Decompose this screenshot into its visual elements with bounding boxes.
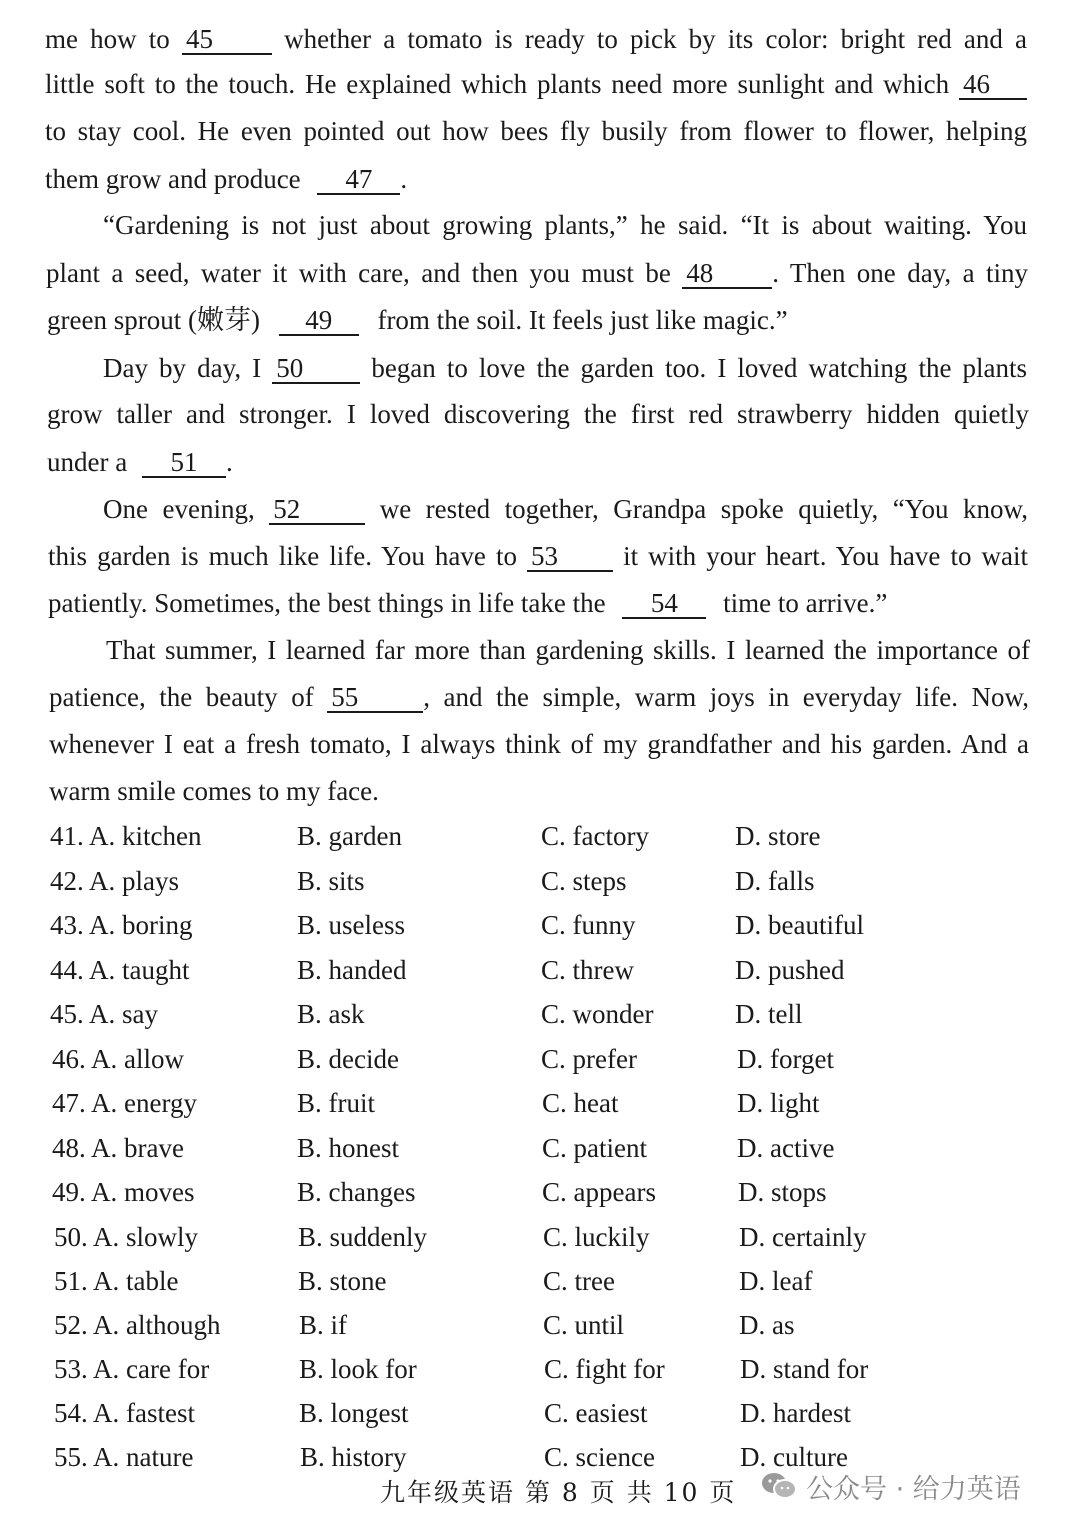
option-c: C. fight for — [544, 1354, 665, 1384]
option-b: B. if — [299, 1310, 348, 1340]
option-c: C. heat — [542, 1088, 619, 1118]
option-a: 41. A. kitchen — [50, 821, 202, 851]
option-d: D. as — [739, 1310, 795, 1340]
option-d: D. beautiful — [735, 910, 864, 940]
option-a: 47. A. energy — [52, 1088, 197, 1118]
watermark-text: 公众号 · 给力英语 — [806, 1473, 1021, 1505]
blank-49: 49 — [279, 306, 359, 336]
option-b: B. stone — [298, 1266, 387, 1296]
option-a: 46. A. allow — [52, 1044, 184, 1074]
passage-line — [46, 255, 1028, 291]
option-row — [0, 903, 1080, 947]
option-a: 54. A. fastest — [54, 1398, 195, 1428]
blank-54: 54 — [622, 589, 706, 619]
option-b: B. ask — [297, 999, 365, 1029]
passage-text: patience, the beauty of — [49, 682, 314, 712]
option-d: D. forget — [737, 1044, 834, 1074]
blank-52: 52 — [269, 495, 365, 525]
option-c: C. appears — [542, 1177, 656, 1207]
option-c: C. steps — [541, 866, 627, 896]
option-a: 53. A. care for — [54, 1354, 210, 1384]
option-b: B. history — [300, 1442, 407, 1472]
passage-text: patiently. Sometimes, the best things in life take the — [48, 588, 606, 618]
blank-51: 51 — [142, 448, 226, 478]
page-footer: 九年级英语 第 8 页 共 10 页 — [380, 1478, 737, 1507]
option-b: B. garden — [297, 821, 402, 851]
option-b: B. changes — [297, 1177, 416, 1207]
option-d: D. stops — [738, 1177, 827, 1207]
option-d: D. hardest — [740, 1398, 851, 1428]
blank-47: 47 — [317, 165, 400, 195]
option-c: C. until — [543, 1310, 625, 1340]
option-row — [0, 859, 1080, 903]
passage-line: grow taller and stronger. I loved discovering the first red strawberry hidden quietly — [47, 399, 1029, 429]
option-c: C. luckily — [543, 1222, 650, 1252]
option-b: B. suddenly — [298, 1222, 428, 1252]
option-row — [0, 948, 1080, 992]
option-a: 48. A. brave — [52, 1133, 184, 1163]
passage-text: it with your heart. You have to wait — [623, 541, 1029, 571]
passage-text: began to love the garden too. I loved watching the plants — [371, 353, 1028, 383]
passage-line — [48, 538, 1028, 574]
option-row — [0, 992, 1080, 1036]
passage-text: One evening, — [103, 494, 255, 524]
blank-50: 50 — [272, 354, 360, 384]
option-row — [0, 1081, 1080, 1125]
option-c: C. funny — [541, 910, 636, 940]
blank-46: 46 — [959, 70, 1027, 100]
option-d: D. pushed — [735, 955, 845, 985]
passage-line — [45, 21, 1027, 57]
passage-text: , and the simple, warm joys in everyday life. Now, — [423, 682, 1030, 712]
passage-line: warm smile comes to my face. — [49, 776, 379, 806]
option-c: C. prefer — [541, 1044, 637, 1074]
option-d: D. active — [737, 1133, 835, 1163]
option-c: C. patient — [542, 1133, 647, 1163]
option-c: C. factory — [541, 821, 649, 851]
option-row — [0, 1259, 1080, 1303]
option-d: D. certainly — [739, 1222, 867, 1252]
passage-text: green sprout (嫩芽) — [47, 305, 260, 335]
passage-text: little soft to the touch. He explained which plants need more sunlight and which — [45, 69, 950, 99]
option-b: B. longest — [299, 1398, 409, 1428]
option-d: D. falls — [735, 866, 815, 896]
option-c: C. wonder — [541, 999, 654, 1029]
passage-line — [45, 66, 1027, 102]
passage-line — [47, 444, 233, 480]
option-c: C. tree — [543, 1266, 615, 1296]
passage-line — [48, 585, 887, 621]
option-b: B. sits — [297, 866, 365, 896]
option-a: 52. A. although — [54, 1310, 221, 1340]
passage-text: whether a tomato is ready to pick by its color: bright red and a — [284, 24, 1028, 54]
option-d: D. light — [737, 1088, 820, 1118]
option-b: B. look for — [299, 1354, 417, 1384]
option-a: 44. A. taught — [50, 955, 190, 985]
option-c: C. easiest — [544, 1398, 648, 1428]
passage-line: “Gardening is not just about growing plants,” he said. “It is about waiting. You — [103, 210, 1027, 240]
passage-line — [45, 161, 407, 197]
option-a: 50. A. slowly — [54, 1222, 199, 1252]
passage-text: plant a seed, water it with care, and then you must be — [46, 258, 671, 288]
passage-text: from the soil. It feels just like magic.” — [377, 305, 788, 335]
blank-55: 55 — [327, 683, 423, 713]
option-row — [0, 814, 1080, 858]
option-a: 45. A. say — [50, 999, 158, 1029]
passage-line — [49, 679, 1029, 715]
passage-text: under a — [47, 447, 128, 477]
passage-text: . Then one day, a tiny — [772, 258, 1028, 288]
option-row — [0, 1126, 1080, 1170]
passage-line — [47, 302, 788, 338]
option-row — [0, 1037, 1080, 1081]
passage-text: them grow and produce — [45, 164, 301, 194]
option-d: D. tell — [735, 999, 803, 1029]
passage-text: this garden is much like life. You have to — [48, 541, 517, 571]
passage-text: me how to — [45, 24, 170, 54]
option-a: 51. A. table — [54, 1266, 179, 1296]
option-row — [0, 1347, 1080, 1391]
option-row — [0, 1170, 1080, 1214]
option-a: 49. A. moves — [52, 1177, 195, 1207]
option-b: B. useless — [297, 910, 405, 940]
blank-48: 48 — [682, 259, 772, 289]
option-b: B. fruit — [297, 1088, 375, 1118]
passage-text: . — [400, 164, 408, 194]
option-c: C. threw — [541, 955, 634, 985]
option-a: 42. A. plays — [50, 866, 180, 896]
option-row — [0, 1215, 1080, 1259]
blank-45: 45 — [182, 25, 272, 55]
option-b: B. handed — [297, 955, 407, 985]
option-a: 55. A. nature — [54, 1442, 194, 1472]
watermark — [760, 1466, 1021, 1506]
option-b: B. decide — [297, 1044, 399, 1074]
wechat-icon — [760, 1471, 798, 1501]
option-d: D. leaf — [739, 1266, 813, 1296]
option-row — [0, 1391, 1080, 1435]
passage-line — [103, 350, 1027, 386]
passage-line — [103, 491, 1028, 527]
option-d: D. store — [735, 821, 821, 851]
option-a: 43. A. boring — [50, 910, 193, 940]
option-c: C. science — [544, 1442, 655, 1472]
passage-text: . — [225, 447, 233, 477]
blank-53: 53 — [527, 542, 613, 572]
passage-line: That summer, I learned far more than gardening skills. I learned the importance of — [106, 635, 1030, 665]
passage-text: time to arrive.” — [723, 588, 888, 618]
option-b: B. honest — [297, 1133, 400, 1163]
passage-text: we rested together, Grandpa spoke quietly, “You know, — [379, 494, 1028, 524]
option-d: D. stand for — [740, 1354, 869, 1384]
passage-line: to stay cool. He even pointed out how bees fly busily from flower to flower, helping — [45, 116, 1027, 146]
option-d: D. culture — [740, 1442, 848, 1472]
option-row — [0, 1303, 1080, 1347]
passage-line: whenever I eat a fresh tomato, I always think of my grandfather and his garden. And a — [49, 729, 1029, 759]
passage-text: Day by day, I — [103, 353, 262, 383]
